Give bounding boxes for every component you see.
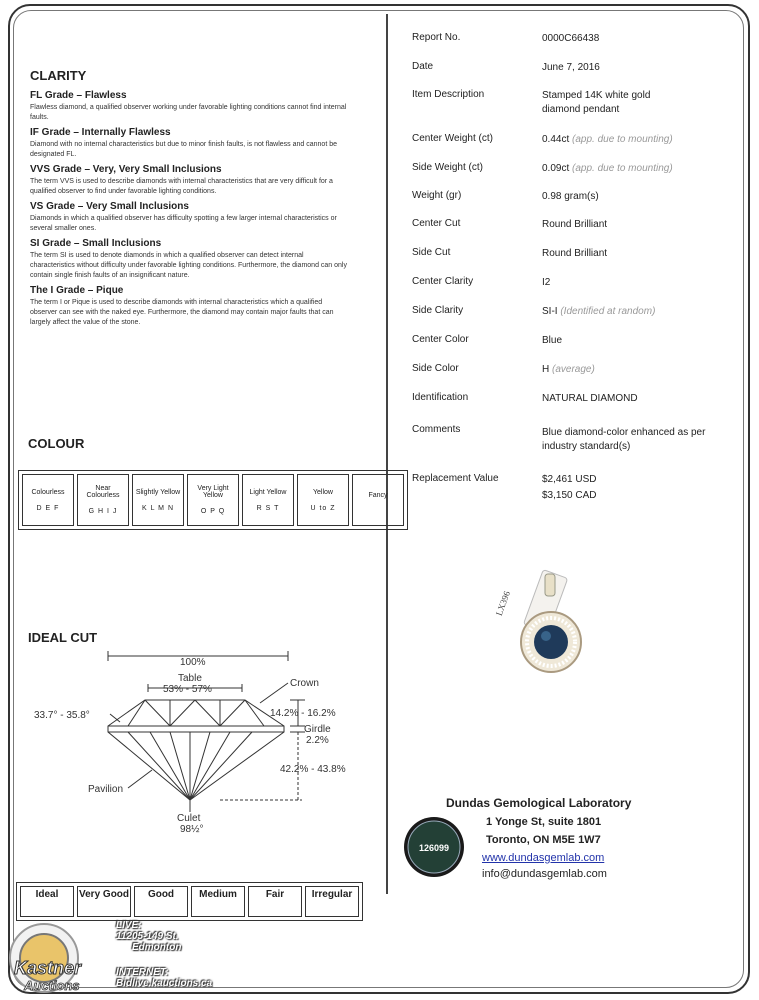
cut-grade-cell: Fair: [248, 886, 302, 917]
cut-grade-cell: Good: [134, 886, 188, 917]
report-value: 0.44ct: [542, 134, 570, 145]
culet-value: 98½°: [180, 824, 204, 835]
grade-title: The I Grade – Pique: [30, 285, 124, 296]
crown-label: Crown: [290, 678, 319, 689]
grade-description: Diamonds in which a qualified observer has difficulty spotting a few larger internal characteristics or several smaller ones.: [30, 215, 337, 232]
report-value: 0.09ct: [542, 163, 570, 174]
report-value: Round Brilliant: [542, 248, 608, 259]
live-label: LIVE:: [116, 920, 142, 931]
live-address-line2: Edmonton: [132, 942, 182, 953]
colour-name: Very Light Yellow: [197, 485, 229, 499]
report-value: H: [542, 364, 550, 375]
report-label: Center Color: [412, 334, 469, 345]
colour-code: D E F: [36, 504, 60, 512]
report-label: Identification: [412, 392, 469, 403]
cut-grade-cell: Very Good: [77, 886, 131, 917]
report-label: Replacement Value: [412, 473, 499, 484]
cut-grade-cell: Medium: [191, 886, 245, 917]
table-label: Table: [178, 673, 202, 684]
colour-code: K L M N: [141, 504, 175, 512]
colour-name: Slightly Yellow: [135, 488, 181, 496]
pendant-tag-text: LX396: [493, 589, 513, 617]
crown-height: 14.2% - 16.2%: [270, 708, 336, 719]
seal-number: 126099: [419, 843, 450, 853]
grade-description: The term VVS is used to describe diamonds with internal characteristics that are very difficult for a qualified observer to find under favorable lighting conditions.: [30, 178, 333, 195]
colour-title: COLOUR: [28, 436, 85, 451]
clarity-grade: [30, 201, 350, 234]
grade-description: The term SI is used to denote diamonds in which a qualified observer can detect internal characteristics without difficulty under favorable lighting conditions. Furthermore, the diamond can only contain single finish faults of an insignificant nature.: [30, 252, 347, 279]
report-note: (average): [552, 364, 595, 375]
width-percent: 100%: [180, 657, 206, 668]
colour-cell: [187, 474, 239, 526]
colour-code: U to Z: [310, 504, 336, 512]
lab-address-line2: Toronto, ON M5E 1W7: [486, 834, 601, 846]
pavilion-pointer: [128, 770, 152, 788]
grade-description: Diamond with no internal characteristics but due to minor finish faults, is not flawless and cannot be designated FL.: [30, 141, 337, 158]
report-label: Center Clarity: [412, 276, 474, 287]
lab-seal: [403, 816, 465, 878]
colour-cell: [77, 474, 129, 526]
report-label: Comments: [412, 424, 461, 435]
lab-email: info@dundasgemlab.com: [482, 868, 607, 880]
report-label: Weight (gr): [412, 190, 462, 201]
colour-name: Fancy: [368, 492, 388, 499]
report-value: Blue: [542, 335, 563, 346]
colour-cell: [297, 474, 349, 526]
colour-cell: [22, 474, 74, 526]
logo-text-line2: Auctions: [24, 978, 80, 993]
lab-address-line1: 1 Yonge St, suite 1801: [486, 816, 602, 828]
report-label: Center Cut: [412, 218, 461, 229]
pendant-bail: [545, 574, 555, 596]
pendant-photo: [493, 570, 615, 690]
auction-contact: [116, 920, 212, 989]
kastner-auctions-logo: [4, 920, 112, 998]
crown-pointer: [260, 683, 288, 703]
colour-name: Light Yellow: [249, 488, 287, 496]
report-value: Blue diamond-color enhanced as per industry standard(s): [542, 427, 706, 452]
colour-cell: [352, 474, 404, 526]
clarity-grade: [30, 238, 350, 281]
report-label: Report No.: [412, 32, 461, 43]
live-address-line1: 11205-149 St.: [116, 931, 179, 942]
report-value: I2: [542, 277, 551, 288]
report-label: Date: [412, 61, 434, 72]
grade-title: VS Grade – Very Small Inclusions: [30, 201, 189, 212]
report-value: Round Brilliant: [542, 219, 608, 230]
column-divider: [386, 14, 388, 894]
colour-code: G H I J: [88, 508, 118, 515]
report-value: Stamped 14K white gold diamond pendant: [542, 90, 651, 115]
culet-label: Culet: [177, 813, 201, 824]
ideal-cut-title: IDEAL CUT: [28, 630, 98, 645]
grade-description: The term I or Pique is used to describe diamonds with internal characteristics which a qualified observer can see with the naked eye. Furthermore, the diamond may contain major faults that can largely affect the value of the stone.: [30, 299, 334, 326]
clarity-grade: [30, 164, 350, 197]
table-range: 53% - 57%: [163, 684, 212, 695]
pendant-stone-highlight: [541, 631, 551, 641]
replacement-value-cad: $3,150 CAD: [542, 490, 597, 501]
pavilion-label: Pavilion: [88, 784, 124, 795]
grade-title: IF Grade – Internally Flawless: [30, 127, 171, 138]
girdle-label: Girdle: [304, 724, 331, 735]
pendant-center-stone: [534, 625, 568, 659]
report-label: Side Weight (ct): [412, 162, 483, 173]
report-label: Center Weight (ct): [412, 133, 493, 144]
cut-grade-cell: Ideal: [20, 886, 74, 917]
pavilion-depth: 42.2% - 43.8%: [280, 764, 346, 775]
diamond-outline: [108, 700, 284, 800]
colour-code: O P Q: [200, 508, 226, 515]
clarity-grades: [30, 86, 350, 328]
report-note: (app. due to mounting): [572, 163, 673, 174]
logo-text-line1: Kastner: [14, 958, 82, 978]
clarity-title: CLARITY: [30, 68, 87, 83]
report-value: 0000C66438: [542, 33, 600, 44]
replacement-value-usd: $2,461 USD: [542, 474, 597, 485]
cut-grade-table: [16, 882, 363, 921]
internet-url[interactable]: Bidlive.kauctions.ca: [116, 978, 213, 989]
report-value: June 7, 2016: [542, 62, 600, 73]
grade-title: FL Grade – Flawless: [30, 90, 127, 101]
colour-cell: [132, 474, 184, 526]
crown-angle: 33.7° - 35.8°: [34, 710, 90, 721]
grade-title: SI Grade – Small Inclusions: [30, 238, 162, 249]
lab-name: Dundas Gemological Laboratory: [446, 796, 632, 810]
colour-scale-table: [18, 470, 408, 530]
report-label: Side Color: [412, 363, 459, 374]
cut-grade-cell: Irregular: [305, 886, 359, 917]
clarity-grade: [30, 127, 350, 160]
grade-description: Flawless diamond, a qualified observer working under favorable lighting conditions cannot find internal faults.: [30, 104, 347, 121]
colour-name: Colourless: [31, 488, 65, 496]
report-value: 0.98 gram(s): [542, 191, 599, 202]
report-label: Item Description: [412, 89, 485, 100]
colour-cell: [242, 474, 294, 526]
lab-website-link[interactable]: www.dundasgemlab.com: [482, 852, 605, 864]
diamond-cut-diagram: [20, 648, 360, 838]
clarity-grade: [30, 285, 350, 328]
colour-name: Near Colourless: [86, 485, 120, 499]
report-note: (app. due to mounting): [572, 134, 673, 145]
internet-label: INTERNET:: [116, 967, 169, 978]
colour-name: Yellow: [313, 488, 333, 496]
colour-code: R S T: [256, 504, 280, 512]
report-value: SI-I: [542, 306, 558, 317]
report-label: Side Cut: [412, 247, 451, 258]
report-note: (Identified at random): [560, 306, 656, 317]
grade-title: VVS Grade – Very, Very Small Inclusions: [30, 164, 222, 175]
girdle-value: 2.2%: [306, 735, 329, 746]
report-label: Side Clarity: [412, 305, 464, 316]
clarity-grade: [30, 90, 350, 123]
report-value: NATURAL DIAMOND: [542, 393, 638, 404]
